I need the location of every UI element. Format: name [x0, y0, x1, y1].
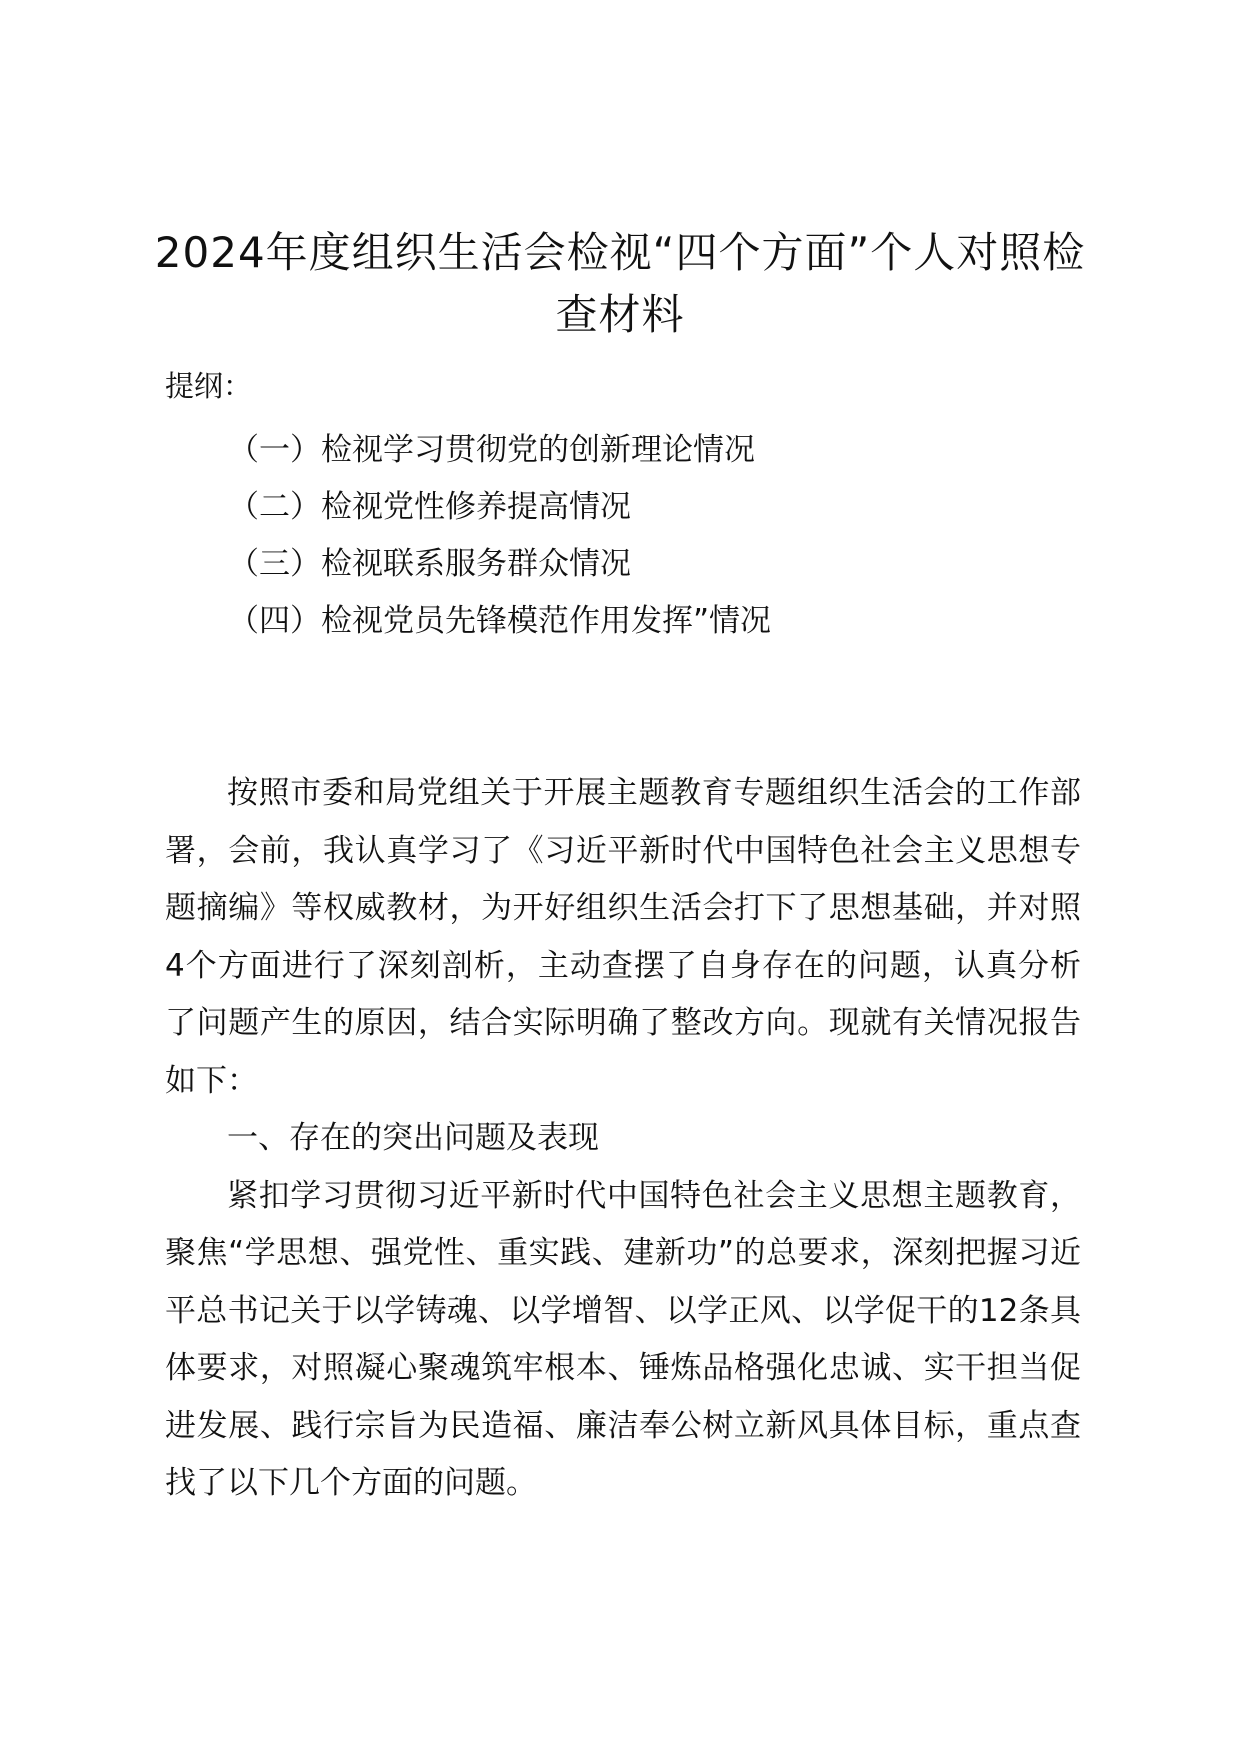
outline-label: 提纲：: [165, 369, 253, 403]
intro-paragraph: 按照市委和局党组关于开展主题教育专题组织生活会的工作部署，会前，我认真学习了《习近平新时代中国特色社会主义思想专题摘编》等权威教材，为开好组织生活会打下了思想基础，并对照4个方面进行了深刻剖析，主动查摆了自身存在的问题，认真分析了问题产生的原因，结合实际明确了整改方向。现就有关情况报告如下：: [165, 775, 1081, 1099]
outline-item-3: （三）检视联系服务群众情况: [228, 546, 631, 582]
section-paragraph: 紧扣学习贯彻习近平新时代中国特色社会主义思想主题教育，聚焦“学思想、强党性、重实践、建新功”的总要求，深刻把握习近平总书记关于以学铸魂、以学增智、以学正风、以学促干的12条具体要求，对照凝心聚魂筑牢根本、锤炼品格强化忠诚、实干担当促进发展、践行宗旨为民造福、廉洁奉公树立新风具体目标，重点查找了以下几个方面的问题。: [165, 1177, 1081, 1501]
outline-item-2: （二）检视党性修养提高情况: [228, 489, 631, 525]
outline-item-1: （一）检视学习贯彻党的创新理论情况: [228, 432, 755, 468]
document-body: [165, 765, 1081, 1513]
document-title: 2024年度组织生活会检视“四个方面”个人对照检查材料: [154, 228, 1086, 339]
outline-item-4: （四）检视党员先锋模范作用发挥”情况: [228, 603, 772, 639]
section-heading: 一、存在的突出问题及表现: [227, 1120, 599, 1156]
outline-list: [228, 422, 1128, 650]
